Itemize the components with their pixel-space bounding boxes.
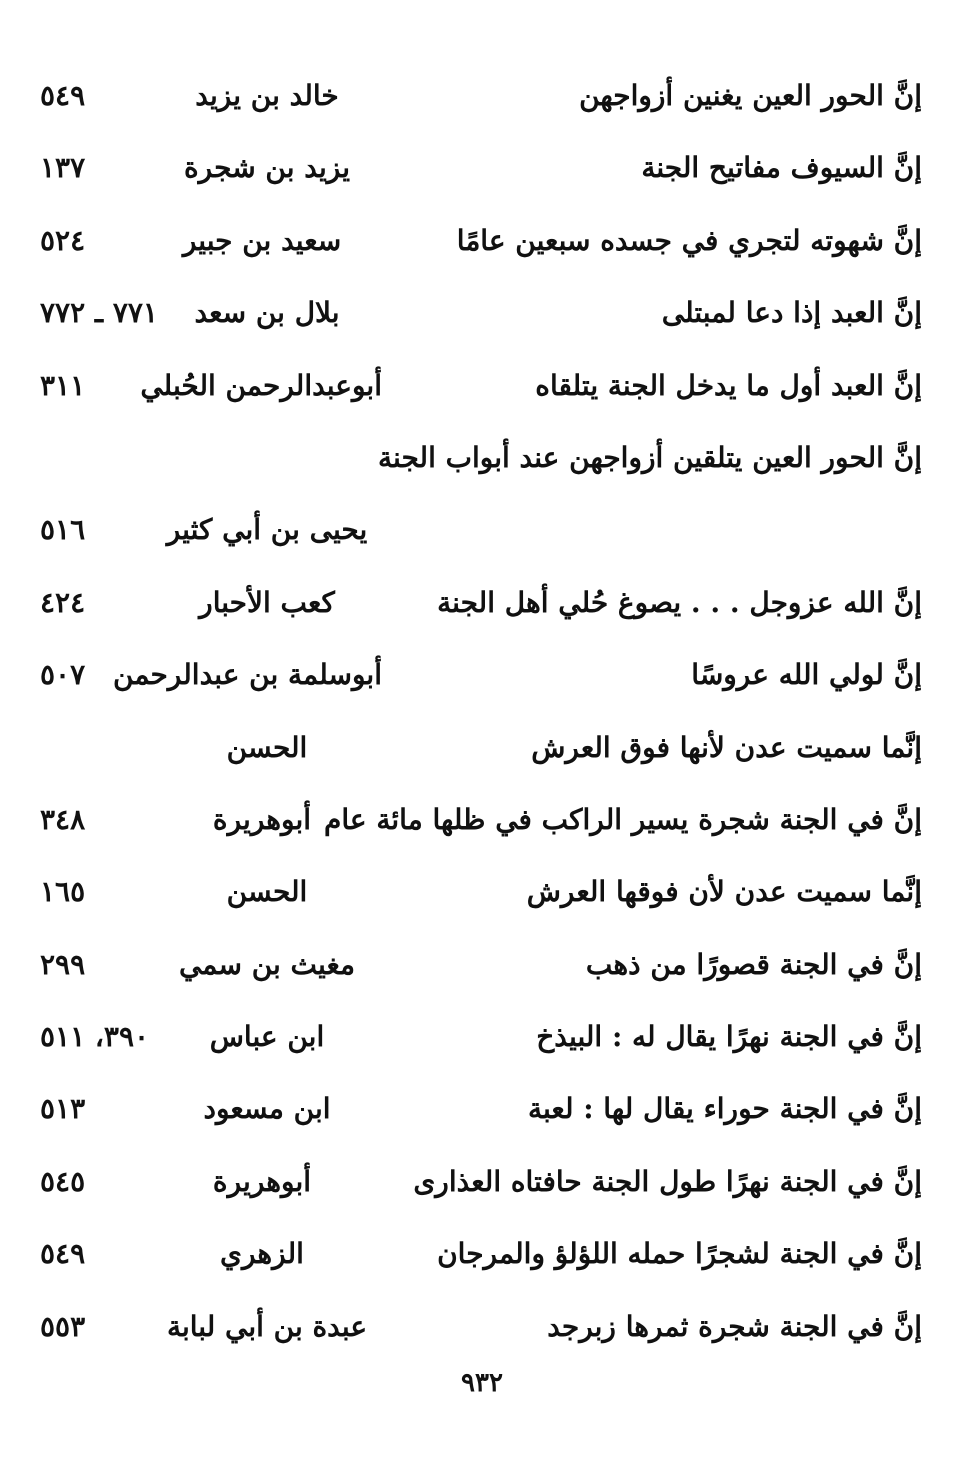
hadith-text: إنَّ في الجنة نهرًا طول الجنة حافتاه العذارى xyxy=(413,1164,922,1198)
page-reference: ٥٠٧ xyxy=(40,658,86,692)
narrator-name: أبوهريرة xyxy=(212,1164,312,1198)
narrator-name: الحسن xyxy=(226,730,308,764)
index-entry xyxy=(40,132,922,204)
index-entry xyxy=(40,1073,922,1145)
hadith-text: إنَّ لولي الله عروسًا xyxy=(691,658,922,692)
hadith-text: إنَّ الله عزوجل . . . يصوغ حُلي أهل الجنة xyxy=(437,585,922,619)
page-reference: ١٣٧ xyxy=(40,151,86,185)
narrator-name: أبوعبدالرحمن الحُبلي xyxy=(140,368,382,402)
page-reference: ٥٤٥ xyxy=(40,1164,86,1198)
index-entry xyxy=(40,350,922,422)
page-number: ٩٣٢ xyxy=(461,1368,503,1398)
index-entry xyxy=(40,567,922,639)
hadith-text: إنَّ في الجنة حوراء يقال لها : لعبة xyxy=(527,1092,922,1126)
index-entry xyxy=(40,1001,922,1073)
narrator-name: ابن مسعود xyxy=(203,1092,331,1126)
narrator-name: خالد بن يزيد xyxy=(195,79,339,112)
page-reference: ٥٢٤ xyxy=(40,223,86,257)
page-reference: ٣١١ xyxy=(40,368,86,402)
page-reference: ٥٥٣ xyxy=(40,1309,86,1343)
narrator-name: الحسن xyxy=(226,875,308,909)
index-entry xyxy=(40,712,922,784)
page-reference: ٥١٦ xyxy=(40,513,86,547)
narrator-name: سعيد بن جبير xyxy=(182,223,342,257)
narrator-name: أبوهريرة xyxy=(212,802,312,836)
page-reference: ١٦٥ xyxy=(40,875,86,909)
hadith-text: إنَّ السيوف مفاتيح الجنة xyxy=(641,151,922,185)
index-entry-continuation xyxy=(40,494,922,566)
index-entry xyxy=(40,1291,922,1363)
narrator-name: أبوسلمة بن عبدالرحمن xyxy=(113,658,382,692)
index-entry xyxy=(40,856,922,928)
page-reference: ٥٤٩ xyxy=(40,1237,86,1271)
hadith-text: إنَّ في الجنة شجرة ثمرها زبرجد xyxy=(547,1309,922,1343)
narrator-name: بلال بن سعد xyxy=(194,296,340,330)
hadith-text: إنَّ في الجنة نهرًا يقال له : البيذخ xyxy=(536,1020,922,1054)
hadith-text: إنَّ العبد إذا دعا لمبتلى xyxy=(661,296,922,330)
narrator-name: عبدة بن أبي لبابة xyxy=(166,1309,368,1343)
index-entry xyxy=(40,422,922,494)
hadith-text: إنَّ العبد أول ما يدخل الجنة يتلقاه xyxy=(535,368,922,402)
narrator-name: ابن عباس xyxy=(209,1020,325,1054)
hadith-text: إنَّما سميت عدن لأن فوقها العرش xyxy=(526,875,922,909)
index-entry xyxy=(40,639,922,711)
index-entry xyxy=(40,60,922,132)
hadith-text: إنَّ في الجنة قصورًا من ذهب xyxy=(585,947,922,981)
hadith-text: إنَّ الحور العين يغنين أزواجهن xyxy=(579,79,922,112)
hadith-text: إنَّ الحور العين يتلقين أزواجهن عند أبواب الجنة xyxy=(378,440,922,474)
index-entry xyxy=(40,929,922,1001)
page-reference: ٣٩٠، ٥١١ xyxy=(40,1020,150,1054)
page-reference: ٤٢٤ xyxy=(40,585,86,619)
narrator-name: الزهري xyxy=(220,1237,304,1271)
narrator-name: كعب الأحبار xyxy=(199,585,335,619)
page-reference: ٥٤٩ xyxy=(40,79,86,112)
page-reference: ٥١٣ xyxy=(40,1092,86,1126)
index-entry xyxy=(40,1146,922,1218)
hadith-text: إنَّما سميت عدن لأنها فوق العرش xyxy=(531,730,922,764)
page-reference: ٢٩٩ xyxy=(40,947,86,981)
page-reference: ٧٧١ ـ ٧٧٢ xyxy=(40,296,158,330)
page-reference: ٣٤٨ xyxy=(40,802,86,836)
index-entry xyxy=(40,1218,922,1290)
hadith-text: إنَّ شهوته لتجري في جسده سبعين عامًا xyxy=(456,223,922,257)
index-entry xyxy=(40,784,922,856)
narrator-name: يحيى بن أبي كثير xyxy=(166,513,368,547)
index-entry xyxy=(40,205,922,277)
narrator-name: مغيث بن سمي xyxy=(178,947,356,981)
narrator-name: يزيد بن شجرة xyxy=(184,151,350,185)
hadith-text: إنَّ في الجنة شجرة يسير الراكب في ظلها مائة عام xyxy=(324,802,922,836)
hadith-index-list xyxy=(40,60,922,1363)
index-entry xyxy=(40,277,922,349)
hadith-text: إنَّ في الجنة لشجرًا حمله اللؤلؤ والمرجان xyxy=(437,1237,922,1271)
